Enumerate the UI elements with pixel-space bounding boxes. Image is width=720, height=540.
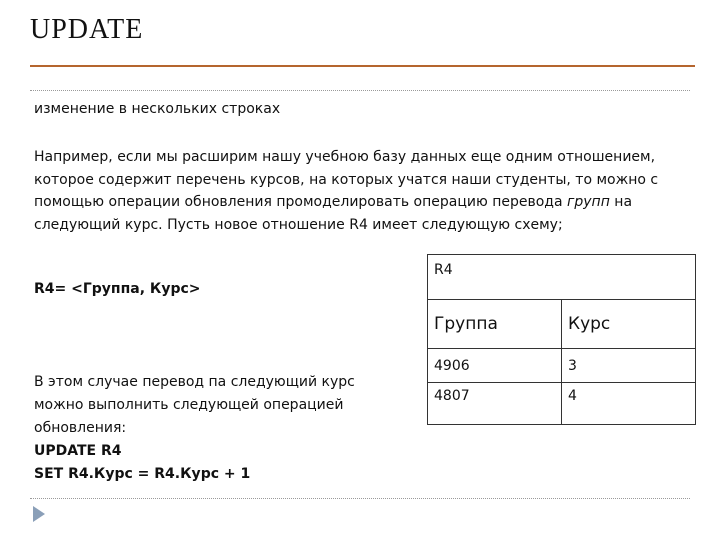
table-cell: 3	[562, 349, 696, 383]
sql-line-2: SET R4.Курс = R4.Курс + 1	[34, 466, 251, 482]
table-row	[428, 383, 696, 425]
update-note	[34, 371, 379, 486]
table-header-course: Курс	[562, 300, 696, 349]
table-cell: 4	[562, 383, 696, 425]
slide-title: UPDATE	[30, 14, 144, 45]
footer-divider	[30, 498, 690, 499]
paragraph-emphasis: групп	[567, 194, 610, 210]
table-caption-row	[428, 255, 696, 300]
subtitle-divider	[30, 90, 690, 91]
table-row	[428, 349, 696, 383]
note-text: В этом случае перевод па следующий курс можно выполнить следующей операцией обновления:	[34, 374, 355, 436]
paragraph-text-2: на следующий курс. Пусть новое отношение R4 имеет следующую схему;	[34, 194, 633, 233]
slide-subtitle: изменение в нескольких строках	[34, 101, 281, 117]
table-cell: 4906	[428, 349, 562, 383]
table-header-group: Группа	[428, 300, 562, 349]
table-cell: 4807	[428, 383, 562, 425]
sql-line-1: UPDATE R4	[34, 443, 122, 459]
triangle-right-icon[interactable]	[33, 506, 45, 522]
schema-formula: R4= <Группа, Курс>	[34, 281, 201, 297]
table-caption: R4	[428, 255, 696, 300]
intro-paragraph	[34, 146, 674, 236]
relation-table	[427, 254, 696, 425]
table-header-row	[428, 300, 696, 349]
paragraph-text-1: Например, если мы расширим нашу учебною базу данных еще одним отношением, которое содержит перечень курсов, на которых учатся наши студенты, то можно с помощью операции обновления промоделировать операцию перевода	[34, 149, 659, 210]
title-divider	[30, 65, 695, 67]
